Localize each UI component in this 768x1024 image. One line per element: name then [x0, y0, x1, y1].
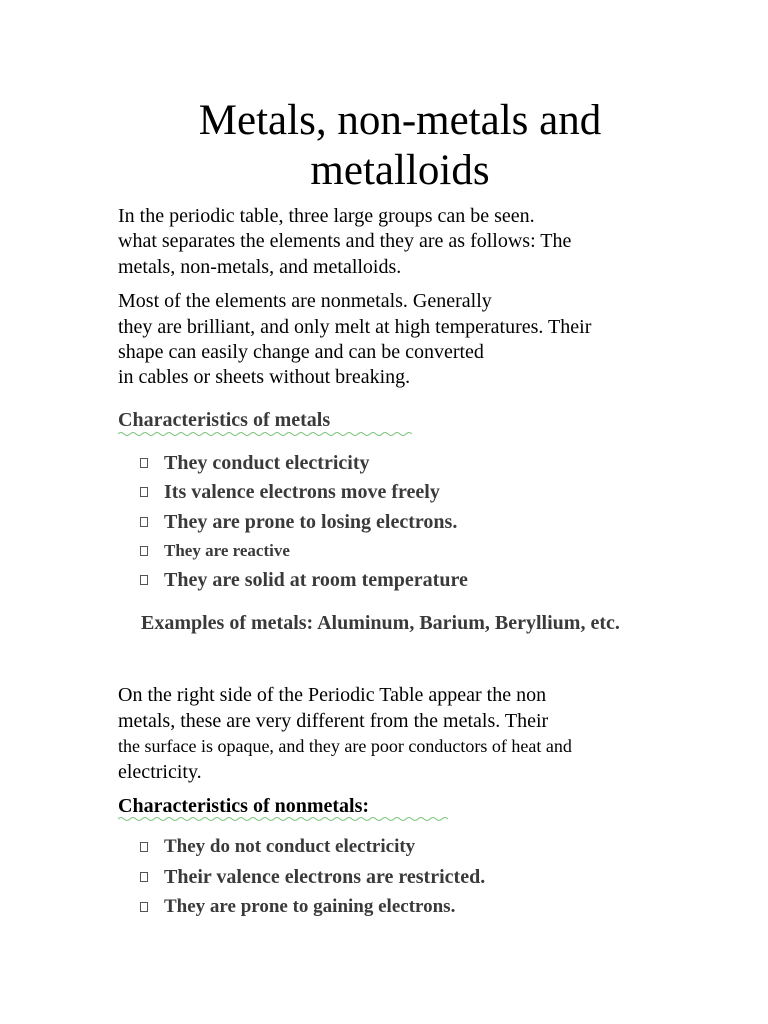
bullet-icon: [140, 517, 148, 527]
list-item: [140, 866, 485, 889]
title-line-2: metalloids: [310, 147, 490, 194]
title-line-1: Metals, non-metals and: [198, 97, 602, 144]
list-item: [140, 481, 440, 504]
bullet-icon: [140, 902, 148, 912]
list-item: [140, 452, 370, 475]
list-item: [140, 836, 415, 858]
bullet-icon: [140, 842, 148, 852]
metals-examples: Examples of metals: Aluminum, Barium, Beryllium, etc.: [141, 612, 620, 634]
list-item-text: They are prone to losing electrons.: [164, 511, 458, 533]
metals-paragraph-line: Most of the elements are nonmetals. Generally: [118, 290, 492, 312]
bullet-icon: [140, 546, 148, 556]
metals-heading: Characteristics of metals: [118, 409, 331, 431]
list-item-text: They do not conduct electricity: [164, 836, 416, 857]
nonmetals-paragraph-line: On the right side of the Periodic Table appear the non: [118, 684, 547, 706]
metals-paragraph-line: they are brilliant, and only melt at high temperatures. Their: [118, 316, 592, 338]
metals-paragraph-line: shape can easily change and can be converted: [118, 341, 484, 363]
nonmetals-paragraph-line: metals, these are very different from the metals. Their: [118, 710, 549, 732]
list-item: [140, 569, 468, 592]
list-item-text: They are solid at room temperature: [164, 569, 468, 591]
intro-line: metals, non-metals, and metalloids.: [118, 256, 402, 278]
document-title: [118, 96, 682, 196]
list-item: [140, 896, 455, 918]
bullet-icon: [140, 458, 148, 468]
spellcheck-squiggle: [118, 431, 412, 437]
nonmetals-paragraph-line: the surface is opaque, and they are poor conductors of heat and: [118, 736, 572, 756]
list-item-text: Their valence electrons are restricted.: [164, 866, 486, 888]
bullet-icon: [140, 575, 148, 585]
bullet-icon: [140, 487, 148, 497]
intro-line: In the periodic table, three large groups can be seen.: [118, 205, 535, 227]
list-item-text: They are reactive: [164, 541, 290, 560]
spellcheck-squiggle: [118, 816, 448, 822]
list-item-text: They conduct electricity: [164, 452, 370, 474]
intro-line: what separates the elements and they are as follows: The: [118, 230, 572, 252]
nonmetals-heading: Characteristics of nonmetals:: [118, 795, 370, 817]
bullet-icon: [140, 872, 148, 882]
metals-paragraph-line: in cables or sheets without breaking.: [118, 366, 411, 388]
list-item: [140, 541, 290, 561]
nonmetals-paragraph-line: electricity.: [118, 761, 202, 783]
list-item-text: They are prone to gaining electrons.: [164, 896, 456, 917]
list-item-text: Its valence electrons move freely: [164, 481, 440, 503]
list-item: [140, 511, 457, 534]
